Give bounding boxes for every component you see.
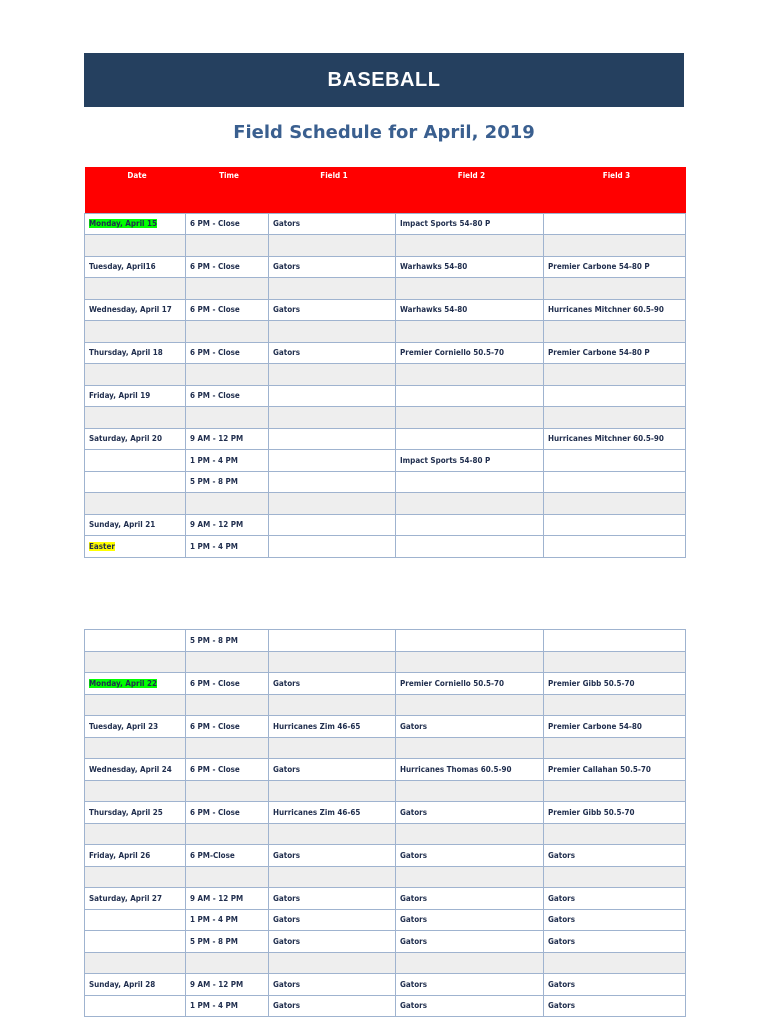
table-row xyxy=(85,995,686,1017)
field-2-cell xyxy=(396,514,544,536)
spacer-cell xyxy=(186,493,269,515)
spacer-cell xyxy=(85,866,186,888)
date-cell-text: Friday, April 19 xyxy=(89,391,151,401)
date-cell-text: Friday, April 26 xyxy=(89,850,151,860)
spacer-cell xyxy=(269,737,396,759)
spacer-cell xyxy=(269,694,396,716)
date-cell xyxy=(85,673,186,695)
header-time: Time xyxy=(186,167,269,213)
field-1-cell-text: Gators xyxy=(273,893,300,903)
table-row xyxy=(85,888,686,910)
field-1-cell xyxy=(269,845,396,867)
date-cell xyxy=(85,471,186,493)
date-cell xyxy=(85,845,186,867)
field-2-cell-text: Gators xyxy=(400,893,427,903)
field-2-cell-text: Gators xyxy=(400,936,427,946)
field-3-cell xyxy=(544,845,686,867)
time-cell-text: 6 PM - Close xyxy=(190,764,240,774)
field-2-cell xyxy=(396,931,544,953)
spacer-cell xyxy=(269,866,396,888)
spacer-cell xyxy=(186,651,269,673)
spacer-cell xyxy=(396,493,544,515)
spacer-cell xyxy=(186,952,269,974)
field-2-cell xyxy=(396,471,544,493)
spacer-cell xyxy=(396,235,544,257)
field-3-cell-text: Premier Carbone 54-80 xyxy=(548,721,642,731)
date-cell xyxy=(85,931,186,953)
spacer-cell xyxy=(269,780,396,802)
spacer-row xyxy=(85,407,686,429)
field-1-cell xyxy=(269,909,396,931)
table-row xyxy=(85,213,686,235)
field-1-cell-text: Gators xyxy=(273,262,300,272)
field-2-cell-text: Gators xyxy=(400,850,427,860)
field-3-cell xyxy=(544,471,686,493)
field-3-cell-text: Gators xyxy=(548,1001,575,1011)
field-1-cell xyxy=(269,931,396,953)
field-3-cell xyxy=(544,974,686,996)
date-cell-text: Thursday, April 18 xyxy=(89,348,163,358)
field-3-cell xyxy=(544,385,686,407)
field-2-cell xyxy=(396,385,544,407)
field-3-cell-text: Gators xyxy=(548,893,575,903)
date-cell xyxy=(85,909,186,931)
spacer-cell xyxy=(186,278,269,300)
table-row xyxy=(85,845,686,867)
spacer-cell xyxy=(85,493,186,515)
field-1-cell xyxy=(269,673,396,695)
field-3-cell xyxy=(544,995,686,1017)
field-3-cell xyxy=(544,514,686,536)
field-2-cell-text: Gators xyxy=(400,979,427,989)
spacer-cell xyxy=(396,737,544,759)
spacer-cell xyxy=(85,780,186,802)
field-2-cell xyxy=(396,759,544,781)
date-cell-text: Wednesday, April 24 xyxy=(89,764,172,774)
date-cell-text: Monday, April 15 xyxy=(89,219,158,229)
spacer-cell xyxy=(269,823,396,845)
spacer-cell xyxy=(85,737,186,759)
field-2-cell xyxy=(396,450,544,472)
date-cell-text: Easter xyxy=(89,541,115,551)
field-1-cell-text: Gators xyxy=(273,979,300,989)
field-3-cell-text: Gators xyxy=(548,915,575,925)
spacer-cell xyxy=(186,780,269,802)
spacer-row xyxy=(85,737,686,759)
field-1-cell xyxy=(269,536,396,558)
table-row xyxy=(85,385,686,407)
spacer-cell xyxy=(396,866,544,888)
header-row xyxy=(85,167,686,213)
spacer-cell xyxy=(396,407,544,429)
field-3-cell-text: Premier Carbone 54-80 P xyxy=(548,262,650,272)
date-cell xyxy=(85,256,186,278)
field-2-cell-text: Premier Corniello 50.5-70 xyxy=(400,348,504,358)
time-cell xyxy=(186,802,269,824)
time-cell xyxy=(186,630,269,652)
table-row xyxy=(85,428,686,450)
spacer-cell xyxy=(269,235,396,257)
time-cell xyxy=(186,931,269,953)
date-cell-text: Wednesday, April 17 xyxy=(89,305,172,315)
date-cell xyxy=(85,213,186,235)
field-1-cell xyxy=(269,974,396,996)
spacer-cell xyxy=(85,823,186,845)
field-2-cell xyxy=(396,342,544,364)
field-3-cell-text: Premier Callahan 50.5-70 xyxy=(548,764,651,774)
spacer-cell xyxy=(544,737,686,759)
time-cell-text: 5 PM - 8 PM xyxy=(190,477,238,487)
spacer-cell xyxy=(544,823,686,845)
time-cell xyxy=(186,514,269,536)
spacer-cell xyxy=(85,694,186,716)
field-1-cell xyxy=(269,385,396,407)
time-cell-text: 6 PM - Close xyxy=(190,348,240,358)
spacer-cell xyxy=(269,651,396,673)
field-3-cell xyxy=(544,256,686,278)
spacer-cell xyxy=(85,235,186,257)
field-1-cell xyxy=(269,888,396,910)
field-2-cell xyxy=(396,299,544,321)
time-cell-text: 1 PM - 4 PM xyxy=(190,541,238,551)
spacer-cell xyxy=(544,493,686,515)
table-row xyxy=(85,299,686,321)
field-3-cell xyxy=(544,802,686,824)
field-3-cell xyxy=(544,450,686,472)
field-1-cell-text: Gators xyxy=(273,764,300,774)
spacer-cell xyxy=(85,952,186,974)
field-3-cell-text: Hurricanes Mitchner 60.5-90 xyxy=(548,434,664,444)
spacer-cell xyxy=(544,780,686,802)
table-row xyxy=(85,974,686,996)
field-3-cell xyxy=(544,342,686,364)
field-2-cell xyxy=(396,673,544,695)
field-2-cell-text: Hurricanes Thomas 60.5-90 xyxy=(400,764,512,774)
spacer-cell xyxy=(186,364,269,386)
schedule-table-1 xyxy=(84,167,686,558)
spacer-cell xyxy=(396,952,544,974)
spacer-cell xyxy=(544,651,686,673)
field-1-cell xyxy=(269,213,396,235)
field-1-cell-text: Hurricanes Zim 46-65 xyxy=(273,807,361,817)
spacer-cell xyxy=(186,737,269,759)
time-cell-text: 5 PM - 8 PM xyxy=(190,635,238,645)
spacer-row xyxy=(85,321,686,343)
field-3-cell xyxy=(544,536,686,558)
field-3-cell-text: Premier Gibb 50.5-70 xyxy=(548,807,635,817)
header-field-3: Field 3 xyxy=(544,167,686,213)
field-3-cell-text: Hurricanes Mitchner 60.5-90 xyxy=(548,305,664,315)
field-3-cell xyxy=(544,299,686,321)
time-cell-text: 6 PM - Close xyxy=(190,721,240,731)
date-cell xyxy=(85,716,186,738)
spacer-cell xyxy=(269,321,396,343)
time-cell-text: 1 PM - 4 PM xyxy=(190,1001,238,1011)
time-cell xyxy=(186,256,269,278)
header-date: Date xyxy=(85,167,186,213)
field-2-cell xyxy=(396,536,544,558)
field-2-cell-text: Premier Corniello 50.5-70 xyxy=(400,678,504,688)
time-cell-text: 1 PM - 4 PM xyxy=(190,455,238,465)
date-cell-text: Sunday, April 28 xyxy=(89,979,156,989)
time-cell-text: 6 PM - Close xyxy=(190,678,240,688)
field-1-cell-text: Gators xyxy=(273,348,300,358)
spacer-cell xyxy=(85,278,186,300)
spacer-cell xyxy=(186,694,269,716)
field-2-cell-text: Warhawks 54-80 xyxy=(400,262,468,272)
spacer-cell xyxy=(269,364,396,386)
time-cell xyxy=(186,974,269,996)
spacer-cell xyxy=(186,235,269,257)
date-cell xyxy=(85,514,186,536)
page-subtitle: Field Schedule for April, 2019 xyxy=(233,122,535,143)
spacer-cell xyxy=(269,493,396,515)
field-1-cell-text: Gators xyxy=(273,678,300,688)
field-2-cell xyxy=(396,909,544,931)
time-cell xyxy=(186,995,269,1017)
time-cell-text: 6 PM - Close xyxy=(190,391,240,401)
field-3-cell-text: Premier Gibb 50.5-70 xyxy=(548,678,635,688)
time-cell-text: 9 AM - 12 PM xyxy=(190,520,244,530)
field-3-cell xyxy=(544,428,686,450)
date-cell xyxy=(85,536,186,558)
field-2-cell xyxy=(396,716,544,738)
field-1-cell-text: Gators xyxy=(273,936,300,946)
field-3-cell-text: Premier Carbone 54-80 P xyxy=(548,348,650,358)
date-cell xyxy=(85,450,186,472)
date-cell xyxy=(85,428,186,450)
spacer-row xyxy=(85,493,686,515)
field-1-cell-text: Gators xyxy=(273,1001,300,1011)
field-1-cell-text: Gators xyxy=(273,305,300,315)
table-row xyxy=(85,802,686,824)
spacer-cell xyxy=(396,364,544,386)
spacer-cell xyxy=(85,321,186,343)
spacer-cell xyxy=(186,321,269,343)
spacer-cell xyxy=(396,823,544,845)
field-1-cell-text: Gators xyxy=(273,850,300,860)
field-3-cell xyxy=(544,759,686,781)
field-2-cell-text: Warhawks 54-80 xyxy=(400,305,468,315)
spacer-cell xyxy=(396,278,544,300)
spacer-row xyxy=(85,694,686,716)
time-cell xyxy=(186,673,269,695)
time-cell xyxy=(186,385,269,407)
field-1-cell xyxy=(269,514,396,536)
table-row xyxy=(85,256,686,278)
time-cell-text: 9 AM - 12 PM xyxy=(190,979,244,989)
field-1-cell xyxy=(269,716,396,738)
field-3-cell xyxy=(544,931,686,953)
spacer-row xyxy=(85,952,686,974)
time-cell xyxy=(186,888,269,910)
time-cell-text: 6 PM-Close xyxy=(190,850,235,860)
date-cell-text: Tuesday, April16 xyxy=(89,262,156,272)
field-2-cell-text: Gators xyxy=(400,721,427,731)
spacer-cell xyxy=(396,780,544,802)
header-field-1: Field 1 xyxy=(269,167,396,213)
header-field-2: Field 2 xyxy=(396,167,544,213)
spacer-cell xyxy=(544,364,686,386)
date-cell xyxy=(85,630,186,652)
spacer-row xyxy=(85,780,686,802)
page-banner xyxy=(84,53,684,107)
field-3-cell-text: Gators xyxy=(548,850,575,860)
spacer-cell xyxy=(544,952,686,974)
field-3-cell xyxy=(544,630,686,652)
field-2-cell xyxy=(396,256,544,278)
spacer-cell xyxy=(396,321,544,343)
time-cell-text: 1 PM - 4 PM xyxy=(190,915,238,925)
banner-title: BASEBALL xyxy=(327,68,441,91)
spacer-cell xyxy=(544,278,686,300)
field-1-cell xyxy=(269,995,396,1017)
date-cell xyxy=(85,759,186,781)
spacer-cell xyxy=(85,651,186,673)
field-3-cell-text: Gators xyxy=(548,979,575,989)
time-cell-text: 6 PM - Close xyxy=(190,807,240,817)
spacer-row xyxy=(85,866,686,888)
spacer-cell xyxy=(269,407,396,429)
field-3-cell-text: Gators xyxy=(548,936,575,946)
spacer-row xyxy=(85,235,686,257)
field-1-cell-text: Gators xyxy=(273,915,300,925)
date-cell-text: Saturday, April 20 xyxy=(89,434,162,444)
table-row xyxy=(85,450,686,472)
spacer-cell xyxy=(85,364,186,386)
field-1-cell xyxy=(269,428,396,450)
time-cell xyxy=(186,716,269,738)
date-cell xyxy=(85,802,186,824)
table-row xyxy=(85,759,686,781)
field-2-cell xyxy=(396,888,544,910)
field-1-cell xyxy=(269,299,396,321)
date-cell-text: Tuesday, April 23 xyxy=(89,721,159,731)
field-1-cell-text: Gators xyxy=(273,219,300,229)
spacer-cell xyxy=(186,407,269,429)
field-1-cell xyxy=(269,802,396,824)
table-row xyxy=(85,909,686,931)
time-cell xyxy=(186,759,269,781)
table-row xyxy=(85,716,686,738)
time-cell-text: 9 AM - 12 PM xyxy=(190,893,244,903)
spacer-cell xyxy=(396,694,544,716)
spacer-cell xyxy=(544,866,686,888)
field-1-cell xyxy=(269,256,396,278)
field-3-cell xyxy=(544,716,686,738)
spacer-cell xyxy=(269,952,396,974)
field-2-cell xyxy=(396,845,544,867)
field-1-cell xyxy=(269,450,396,472)
spacer-row xyxy=(85,364,686,386)
time-cell-text: 6 PM - Close xyxy=(190,219,240,229)
time-cell xyxy=(186,428,269,450)
date-cell xyxy=(85,888,186,910)
field-2-cell-text: Gators xyxy=(400,807,427,817)
date-cell-text: Monday, April 22 xyxy=(89,678,158,688)
date-cell xyxy=(85,995,186,1017)
field-2-cell-text: Gators xyxy=(400,915,427,925)
schedule-table-2 xyxy=(84,629,686,1017)
field-1-cell xyxy=(269,630,396,652)
time-cell xyxy=(186,909,269,931)
field-2-cell xyxy=(396,802,544,824)
table-row xyxy=(85,342,686,364)
spacer-cell xyxy=(544,694,686,716)
spacer-cell xyxy=(396,651,544,673)
spacer-cell xyxy=(544,235,686,257)
time-cell-text: 6 PM - Close xyxy=(190,305,240,315)
time-cell xyxy=(186,471,269,493)
date-cell xyxy=(85,974,186,996)
date-cell-text: Thursday, April 25 xyxy=(89,807,163,817)
field-1-cell xyxy=(269,342,396,364)
table-row xyxy=(85,673,686,695)
date-cell-text: Sunday, April 21 xyxy=(89,520,156,530)
field-3-cell xyxy=(544,888,686,910)
spacer-row xyxy=(85,651,686,673)
date-cell xyxy=(85,385,186,407)
time-cell xyxy=(186,450,269,472)
table-row xyxy=(85,471,686,493)
field-2-cell xyxy=(396,974,544,996)
field-2-cell-text: Impact Sports 54-80 P xyxy=(400,455,491,465)
spacer-cell xyxy=(186,823,269,845)
field-1-cell xyxy=(269,759,396,781)
date-cell-text: Saturday, April 27 xyxy=(89,893,162,903)
field-2-cell xyxy=(396,428,544,450)
date-cell xyxy=(85,342,186,364)
time-cell-text: 5 PM - 8 PM xyxy=(190,936,238,946)
field-2-cell xyxy=(396,213,544,235)
table-row xyxy=(85,514,686,536)
spacer-row xyxy=(85,278,686,300)
time-cell xyxy=(186,342,269,364)
table-row xyxy=(85,536,686,558)
field-3-cell xyxy=(544,213,686,235)
field-3-cell xyxy=(544,673,686,695)
field-1-cell xyxy=(269,471,396,493)
time-cell xyxy=(186,299,269,321)
spacer-cell xyxy=(186,866,269,888)
time-cell-text: 9 AM - 12 PM xyxy=(190,434,244,444)
spacer-cell xyxy=(269,278,396,300)
field-1-cell-text: Hurricanes Zim 46-65 xyxy=(273,721,361,731)
field-2-cell-text: Gators xyxy=(400,1001,427,1011)
time-cell xyxy=(186,536,269,558)
spacer-cell xyxy=(544,321,686,343)
spacer-cell xyxy=(544,407,686,429)
time-cell xyxy=(186,845,269,867)
date-cell xyxy=(85,299,186,321)
spacer-row xyxy=(85,823,686,845)
spacer-cell xyxy=(85,407,186,429)
field-3-cell xyxy=(544,909,686,931)
table-row xyxy=(85,931,686,953)
field-2-cell xyxy=(396,630,544,652)
time-cell-text: 6 PM - Close xyxy=(190,262,240,272)
time-cell xyxy=(186,213,269,235)
field-2-cell xyxy=(396,995,544,1017)
table-row xyxy=(85,630,686,652)
field-2-cell-text: Impact Sports 54-80 P xyxy=(400,219,491,229)
